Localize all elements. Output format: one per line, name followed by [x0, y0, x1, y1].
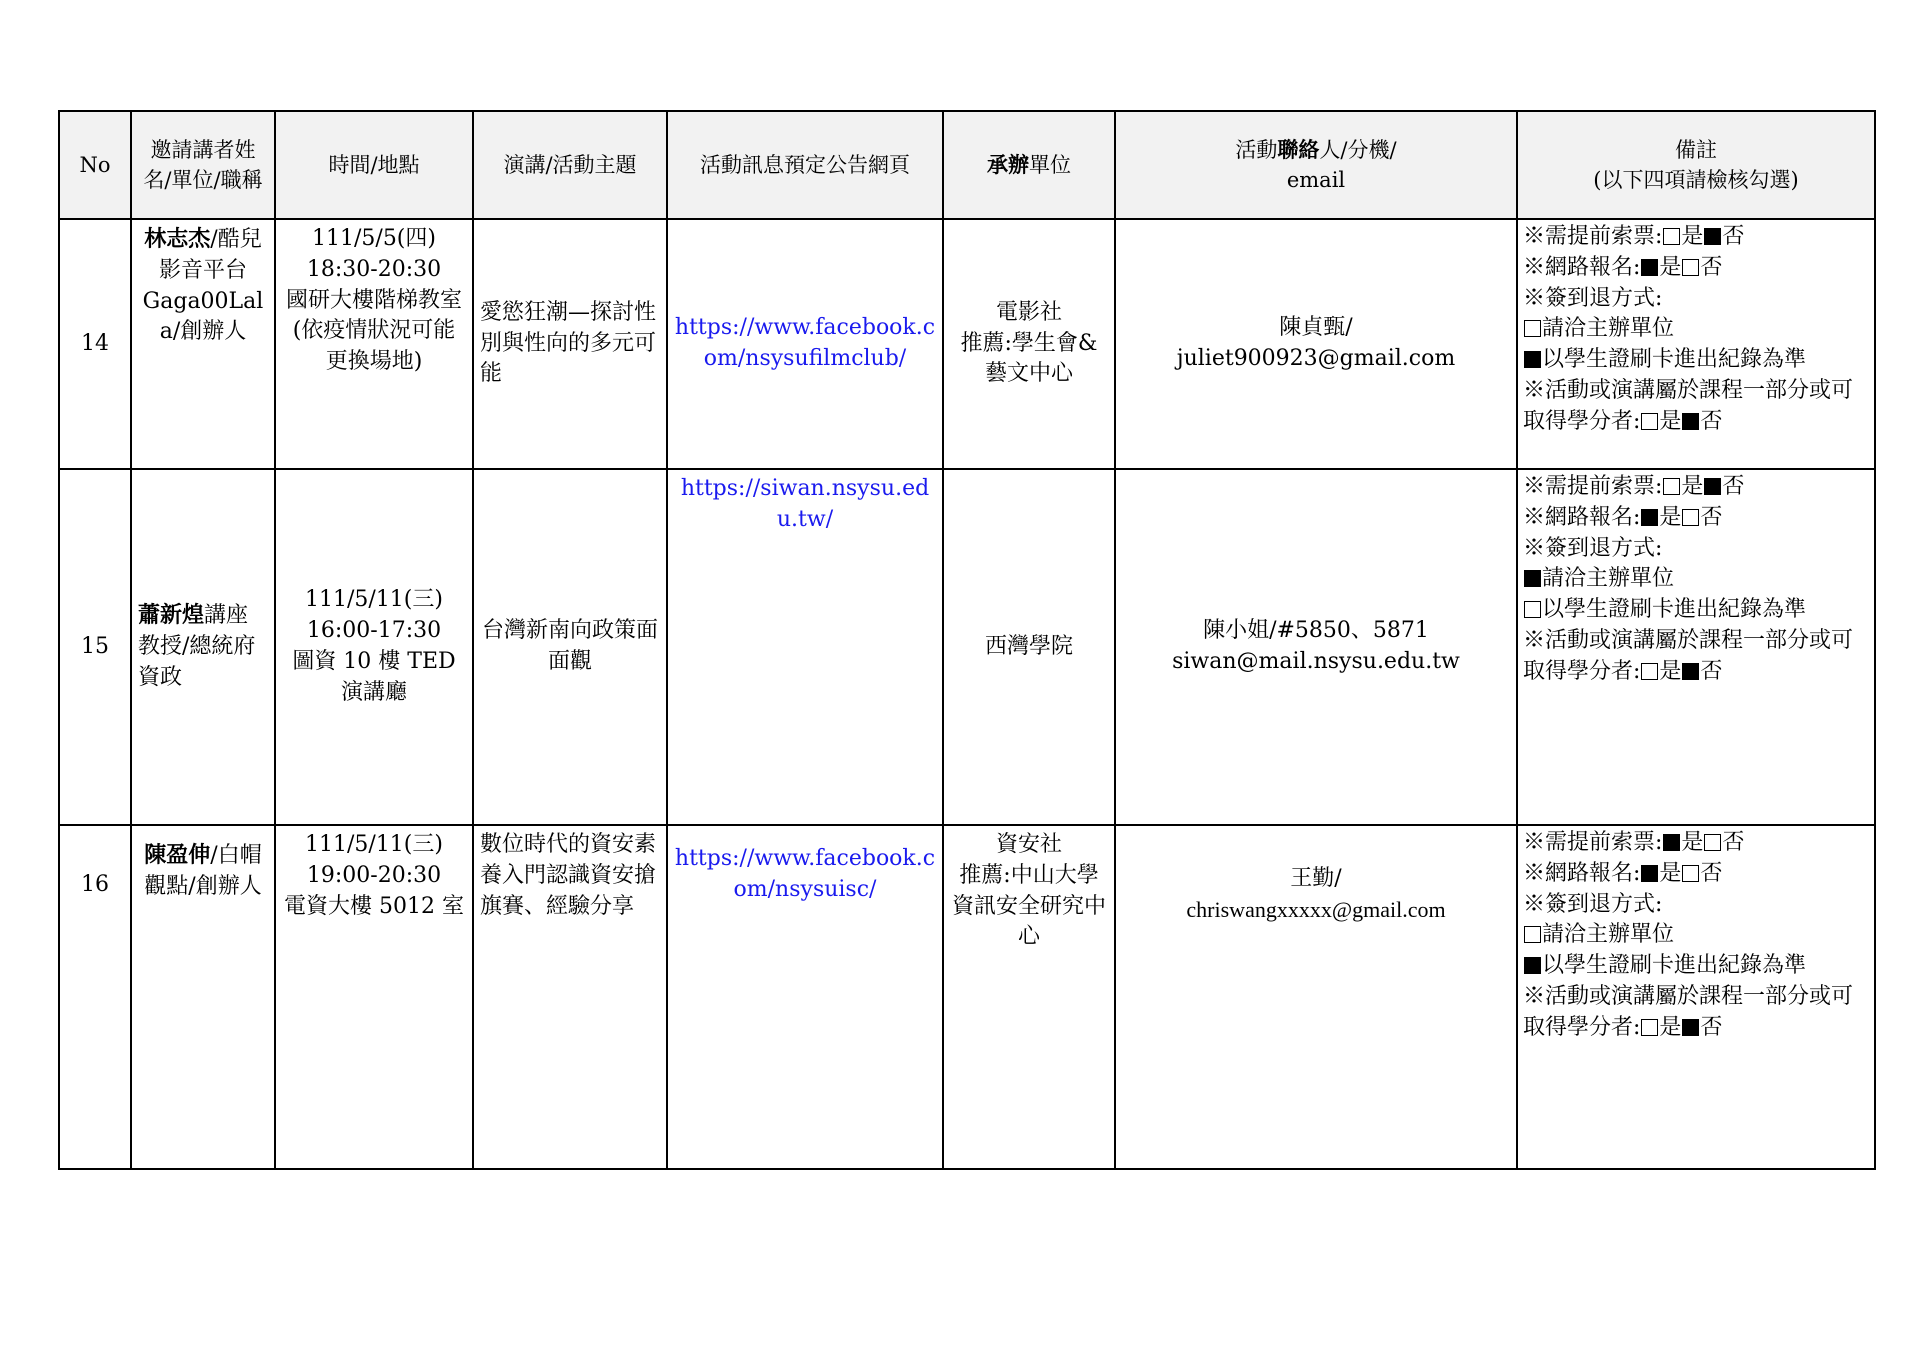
row-webpage [667, 469, 943, 825]
ticket-no-label: 否 [1722, 830, 1745, 855]
row-webpage [667, 219, 943, 469]
online-no-checkbox-unchecked[interactable] [1682, 259, 1699, 276]
signin-card-checkbox-unchecked[interactable] [1524, 601, 1541, 618]
signin-organizer-checkbox-unchecked[interactable] [1524, 926, 1541, 943]
contact-email: chriswangxxxxx@gmail.com [1186, 896, 1446, 922]
course-no-label: 否 [1700, 658, 1723, 684]
organizer-note: 推薦:學生會&藝文中心 [960, 330, 1098, 387]
ticket-label: ※需提前索票: [1523, 474, 1663, 499]
signin-organizer-line [1523, 564, 1869, 595]
row-time-place [275, 469, 473, 825]
ticket-yes-label: 是 [1681, 474, 1704, 499]
online-yes-label: 是 [1659, 254, 1682, 280]
course-yes-checkbox-unchecked[interactable] [1641, 1019, 1658, 1036]
signin-organizer-line [1523, 920, 1869, 951]
ticket-line [1523, 472, 1869, 503]
online-yes-checkbox-checked[interactable] [1641, 509, 1658, 526]
course-yes-label: 是 [1659, 1014, 1682, 1040]
online-line [1523, 859, 1869, 890]
organizer-name: 西灣學院 [984, 633, 1073, 659]
ticket-line [1523, 222, 1869, 253]
webpage-link[interactable]: https://www.facebook.com/nsysufilmclub/ [674, 315, 936, 371]
row-notes [1517, 469, 1875, 825]
row-speaker [131, 469, 275, 825]
online-no-checkbox-unchecked[interactable] [1682, 509, 1699, 526]
course-yes-label: 是 [1659, 408, 1682, 434]
signin-card-label: 以學生證刷卡進出紀錄為準 [1542, 953, 1807, 979]
row-speaker [131, 825, 275, 1169]
signin-organizer-label: 請洽主辦單位 [1542, 922, 1675, 948]
header-contact-email: email [1286, 168, 1346, 192]
course-label: ※活動或演講屬於課程一部分或可取得學分者: [1523, 627, 1854, 684]
speaker-detail: /酷兒影音平台Gaga00Lala/創辦人 [142, 227, 264, 345]
row-organizer [943, 469, 1115, 825]
signin-organizer-checkbox-checked[interactable] [1524, 570, 1541, 587]
contact-email: juliet900923@gmail.com [1176, 346, 1456, 371]
course-no-label: 否 [1700, 1014, 1723, 1040]
ticket-no-checkbox-unchecked[interactable] [1704, 834, 1721, 851]
course-label: ※活動或演講屬於課程一部分或可取得學分者: [1523, 983, 1854, 1040]
header-speaker: 邀請講者姓名/單位/職稱 [131, 111, 275, 219]
course-line [1523, 982, 1869, 1044]
signin-label: ※簽到退方式: [1523, 535, 1663, 561]
organizer-name: 資安社 [995, 832, 1062, 857]
online-label: ※網路報名: [1523, 860, 1641, 886]
signin-label: ※簽到退方式: [1523, 891, 1663, 917]
speaker-name: 林志杰 [144, 226, 211, 252]
signin-line [1523, 890, 1869, 921]
organizer-name: 電影社 [995, 299, 1062, 325]
ticket-yes-label: 是 [1681, 830, 1704, 855]
ticket-yes-checkbox-unchecked[interactable] [1663, 228, 1680, 245]
speaker-name: 陳盈伸 [144, 842, 211, 868]
row-contact [1115, 219, 1517, 469]
header-webpage: 活動訊息預定公告網頁 [667, 111, 943, 219]
signin-organizer-label: 請洽主辦單位 [1542, 316, 1675, 342]
online-label: ※網路報名: [1523, 504, 1641, 530]
signin-label: ※簽到退方式: [1523, 285, 1663, 311]
ticket-no-label: 否 [1722, 224, 1745, 249]
online-label: ※網路報名: [1523, 254, 1641, 280]
signin-line [1523, 534, 1869, 565]
event-place: 國研大樓階梯教室(依疫情狀況可能更換場地) [285, 287, 462, 375]
speaker-detail: /白帽觀點/創辦人 [144, 843, 262, 899]
signin-line [1523, 284, 1869, 315]
header-contact-suffix: 人/分機/ [1319, 137, 1397, 162]
event-place: 圖資 10 樓 TED 演講廳 [292, 649, 456, 705]
ticket-label: ※需提前索票: [1523, 830, 1663, 855]
header-no: No [59, 111, 131, 219]
speaker-name: 蕭新煌 [138, 602, 205, 629]
speaker-detail: 講座教授/總統府資政 [138, 603, 256, 690]
contact-email: siwan@mail.nsysu.edu.tw [1172, 649, 1460, 674]
ticket-label: ※需提前索票: [1523, 224, 1663, 249]
event-hours: 16:00-17:30 [306, 618, 442, 644]
signin-card-line [1523, 951, 1869, 982]
ticket-yes-checkbox-unchecked[interactable] [1663, 478, 1680, 495]
events-table [58, 110, 1876, 1170]
course-no-checkbox-checked[interactable] [1682, 663, 1699, 680]
table-row [59, 469, 1875, 825]
event-date: 111/5/5(四) [312, 226, 436, 251]
online-yes-checkbox-checked[interactable] [1641, 865, 1658, 882]
online-line [1523, 503, 1869, 534]
course-no-label: 否 [1700, 408, 1723, 434]
header-contact-bold: 聯絡 [1277, 136, 1320, 162]
contact-name: 陳小姐/#5850、5871 [1203, 618, 1429, 644]
row-organizer [943, 825, 1115, 1169]
row-topic: 台灣新南向政策面面觀 [473, 469, 667, 825]
signin-card-label: 以學生證刷卡進出紀錄為準 [1542, 597, 1807, 623]
row-contact [1115, 469, 1517, 825]
row-speaker [131, 219, 275, 469]
contact-name: 王勤/ [1290, 866, 1342, 891]
course-yes-label: 是 [1659, 658, 1682, 684]
course-line [1523, 376, 1869, 438]
online-line [1523, 253, 1869, 284]
signin-organizer-checkbox-unchecked[interactable] [1524, 320, 1541, 337]
signin-card-line [1523, 595, 1869, 626]
header-contact [1115, 111, 1517, 219]
course-label: ※活動或演講屬於課程一部分或可取得學分者: [1523, 377, 1854, 434]
row-webpage [667, 825, 943, 1169]
header-notes-sub: (以下四項請檢核勾選) [1593, 168, 1799, 192]
ticket-no-checkbox-checked[interactable] [1704, 478, 1721, 495]
course-yes-checkbox-unchecked[interactable] [1641, 413, 1658, 430]
online-yes-label: 是 [1659, 860, 1682, 886]
webpage-link[interactable]: https://www.facebook.com/nsysuisc/ [674, 846, 936, 902]
header-organizer-suffix: 單位 [1029, 152, 1071, 177]
row-topic: 數位時代的資安素養入門認識資安搶旗賽、經驗分享 [473, 825, 667, 1169]
ticket-no-label: 否 [1722, 474, 1745, 499]
row-no: 14 [59, 219, 131, 469]
row-notes [1517, 825, 1875, 1169]
signin-card-checkbox-checked[interactable] [1524, 957, 1541, 974]
row-time-place [275, 825, 473, 1169]
ticket-no-checkbox-checked[interactable] [1704, 228, 1721, 245]
ticket-yes-checkbox-checked[interactable] [1663, 834, 1680, 851]
row-organizer [943, 219, 1115, 469]
signin-card-line [1523, 345, 1869, 376]
signin-card-checkbox-checked[interactable] [1524, 351, 1541, 368]
row-no: 15 [59, 469, 131, 825]
signin-organizer-label: 請洽主辦單位 [1542, 566, 1675, 592]
row-time-place [275, 219, 473, 469]
event-place: 電資大樓 5012 室 [284, 893, 464, 919]
event-date: 111/5/11(三) [305, 832, 443, 857]
table-row [59, 219, 1875, 469]
event-hours: 19:00-20:30 [306, 862, 442, 888]
event-date: 111/5/11(三) [305, 587, 443, 613]
header-row [59, 111, 1875, 219]
webpage-link[interactable]: https://siwan.nsysu.edu.tw/ [680, 476, 930, 532]
online-yes-checkbox-checked[interactable] [1641, 259, 1658, 276]
online-no-label: 否 [1700, 860, 1723, 886]
online-yes-label: 是 [1659, 504, 1682, 530]
row-topic: 愛慾狂潮—探討性別與性向的多元可能 [473, 219, 667, 469]
course-yes-checkbox-unchecked[interactable] [1641, 663, 1658, 680]
signin-organizer-line [1523, 314, 1869, 345]
header-organizer-bold: 承辦 [987, 151, 1029, 177]
online-no-label: 否 [1700, 504, 1723, 530]
course-line [1523, 626, 1869, 688]
row-no: 16 [59, 825, 131, 1169]
organizer-note: 推薦:中山大學資訊安全研究中心 [951, 862, 1106, 950]
table-row [59, 825, 1875, 1169]
row-notes [1517, 219, 1875, 469]
header-notes [1517, 111, 1875, 219]
online-no-checkbox-unchecked[interactable] [1682, 865, 1699, 882]
ticket-yes-label: 是 [1681, 224, 1704, 249]
header-topic: 演講/活動主題 [473, 111, 667, 219]
header-contact-prefix: 活動 [1235, 137, 1278, 162]
ticket-line [1523, 828, 1869, 859]
course-no-checkbox-checked[interactable] [1682, 1019, 1699, 1036]
event-hours: 18:30-20:30 [306, 256, 442, 282]
header-notes-title: 備註 [1675, 137, 1717, 162]
header-time-place: 時間/地點 [275, 111, 473, 219]
contact-name: 陳貞甄/ [1279, 315, 1353, 341]
course-no-checkbox-checked[interactable] [1682, 413, 1699, 430]
header-organizer [943, 111, 1115, 219]
online-no-label: 否 [1700, 254, 1723, 280]
signin-card-label: 以學生證刷卡進出紀錄為準 [1542, 347, 1807, 373]
row-contact [1115, 825, 1517, 1169]
